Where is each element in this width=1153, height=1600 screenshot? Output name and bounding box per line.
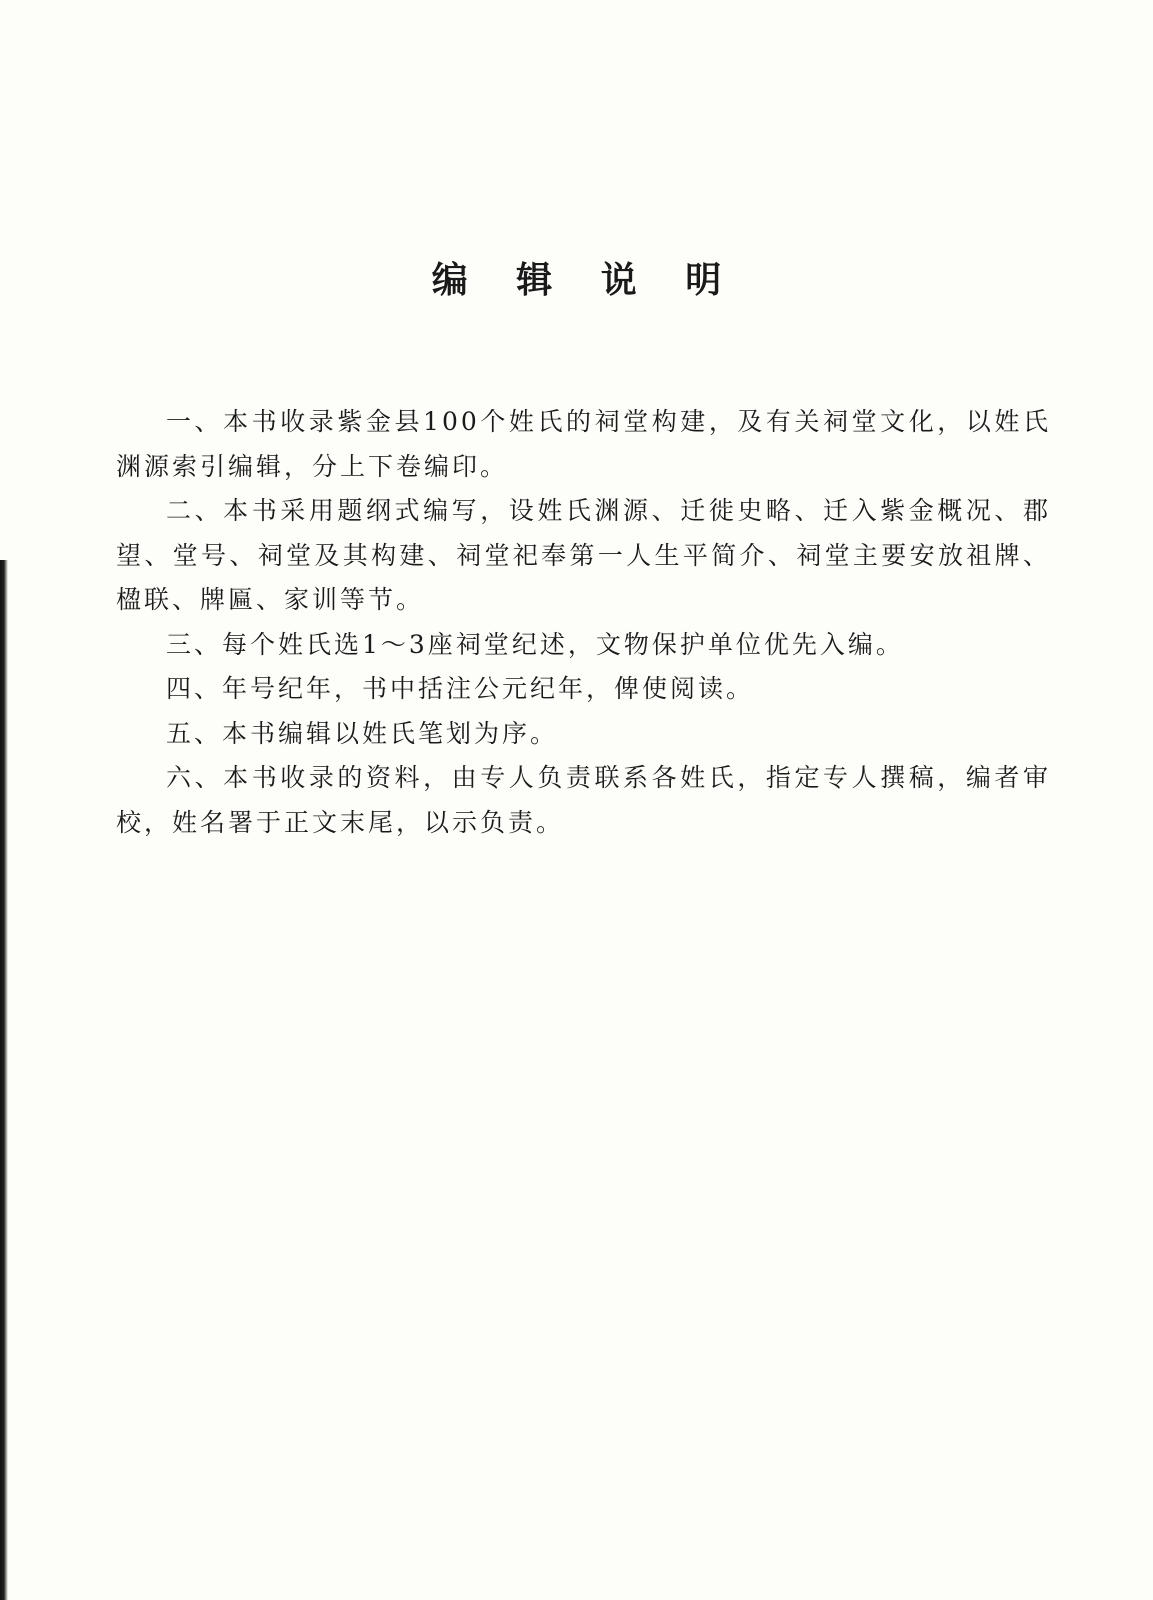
body-text [116,400,1051,845]
paragraph-2: 二、本书采用题纲式编写，设姓氏渊源、迁徙史略、迁入紫金概况、郡望、堂号、祠堂及其构建、祠堂祀奉第一人生平简介、祠堂主要安放祖牌、楹联、牌匾、家训等节。 [116,496,1051,614]
paragraph-4: 四、年号纪年，书中括注公元纪年，俾使阅读。 [166,674,755,703]
paragraph-5: 五、本书编辑以姓氏笔划为序。 [166,718,559,748]
page-title: 编 辑 说 明 [431,260,740,301]
paragraph-6: 六、本书收录的资料，由专人负责联系各姓氏，指定专人撰稿，编者审校，姓名署于正文末尾，以示负责。 [116,763,1051,837]
paragraph-3: 三、每个姓氏选1～3座祠堂纪述，文物保护单位优先入编。 [166,629,904,659]
scan-edge-shadow [0,560,8,1600]
paragraph-1: 一、本书收录紫金县100个姓氏的祠堂构建，及有关祠堂文化，以姓氏渊源索引编辑，分上下卷编印。 [116,407,1051,481]
